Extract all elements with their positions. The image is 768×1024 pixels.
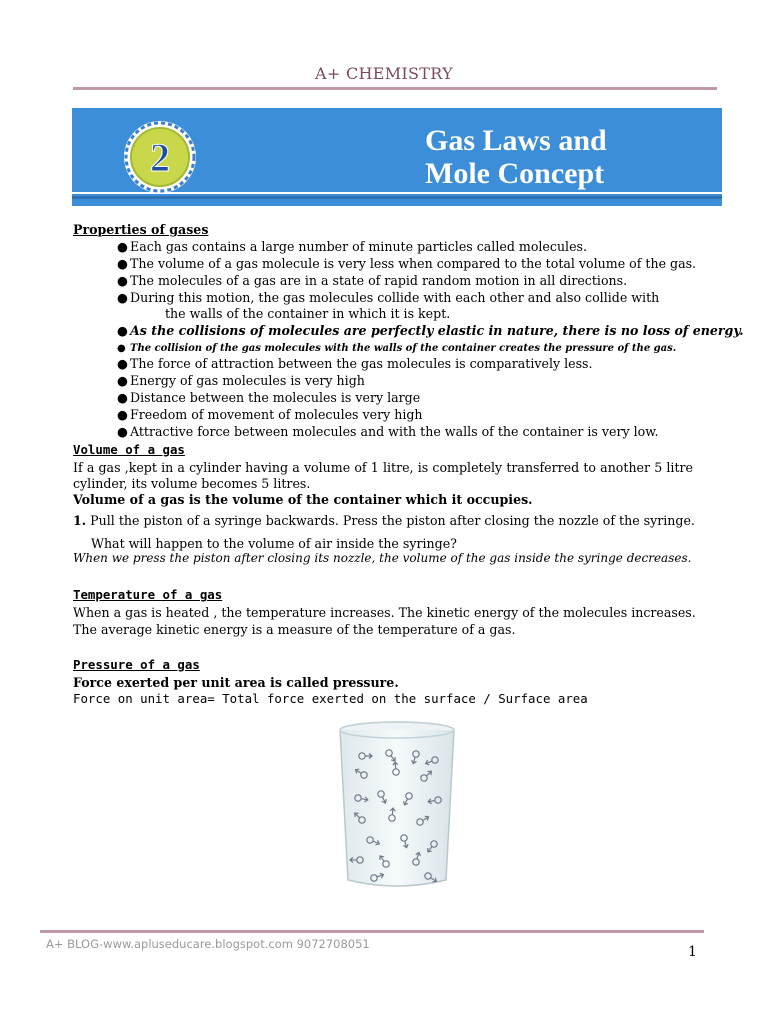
list-item: ● Distance between the molecules is very large xyxy=(117,390,421,405)
list-item: ● The volume of a gas molecule is very less when compared to the total volume of the gas. xyxy=(117,256,697,271)
question-1-sub: What will happen to the volume of air inside the syringe? xyxy=(91,536,457,551)
footer-rule xyxy=(40,930,704,933)
question-1: 1. Pull the piston of a syringe backwards. Press the piston after closing the nozzle of the syringe. xyxy=(73,513,695,528)
properties-heading: Properties of gases xyxy=(73,222,209,237)
list-item: ● Energy of gas molecules is very high xyxy=(117,373,365,388)
list-item: ● During this motion, the gas molecules collide with each other and also collide with xyxy=(117,290,660,305)
list-item: ● Attractive force between molecules and with the walls of the container is very low. xyxy=(117,424,659,439)
list-item: ● The molecules of a gas are in a state of rapid random motion in all directions. xyxy=(117,273,628,288)
header-title: A+ CHEMISTRY xyxy=(315,64,453,83)
chapter-number: 2 xyxy=(150,135,170,180)
footer-blog: A+ BLOG-www.apluseducare.blogspot.com 9072708051 xyxy=(46,937,370,951)
list-item: ● The collision of the gas molecules with the walls of the container creates the pressure of the gas. xyxy=(117,343,677,354)
list-item: ● Each gas contains a large number of minute particles called molecules. xyxy=(117,239,587,254)
pressure-formula: Force on unit area= Total force exerted on the surface / Surface area xyxy=(73,691,588,706)
gas-container-illustration xyxy=(334,720,460,892)
chapter-badge-icon xyxy=(122,119,198,195)
question-1-answer: When we press the piston after closing its nozzle, the volume of the gas inside the syringe decreases. xyxy=(73,551,692,565)
pressure-definition: Force exerted per unit area is called pressure. xyxy=(73,675,399,690)
temperature-heading: Temperature of a gas xyxy=(73,587,223,602)
volume-paragraph-line2: cylinder, its volume becomes 5 litres. xyxy=(73,476,311,491)
volume-definition: Volume of a gas is the volume of the container which it occupies. xyxy=(73,492,533,507)
chapter-title-line1: Gas Laws and xyxy=(425,124,607,157)
chapter-title xyxy=(425,124,607,190)
list-item: ● Freedom of movement of molecules very high xyxy=(117,407,423,422)
chapter-title-line2: Mole Concept xyxy=(425,157,605,190)
list-item-continuation: the walls of the container in which it is kept. xyxy=(165,306,451,321)
page-number: 1 xyxy=(688,944,697,960)
list-item: ● The force of attraction between the gas molecules is comparatively less. xyxy=(117,356,593,371)
list-item: ● As the collisions of molecules are perfectly elastic in nature, there is no loss of energy. xyxy=(117,323,744,338)
banner-stripe xyxy=(72,196,722,199)
volume-paragraph-line1: If a gas ,kept in a cylinder having a volume of 1 litre, is completely transferred to another 5 litre xyxy=(73,460,693,475)
volume-heading: Volume of a gas xyxy=(73,442,185,457)
temperature-line1: When a gas is heated , the temperature increases. The kinetic energy of the molecules increases. xyxy=(73,605,696,620)
header-rule xyxy=(73,87,717,90)
pressure-heading: Pressure of a gas xyxy=(73,657,200,672)
temperature-line2: The average kinetic energy is a measure of the temperature of a gas. xyxy=(73,622,516,637)
